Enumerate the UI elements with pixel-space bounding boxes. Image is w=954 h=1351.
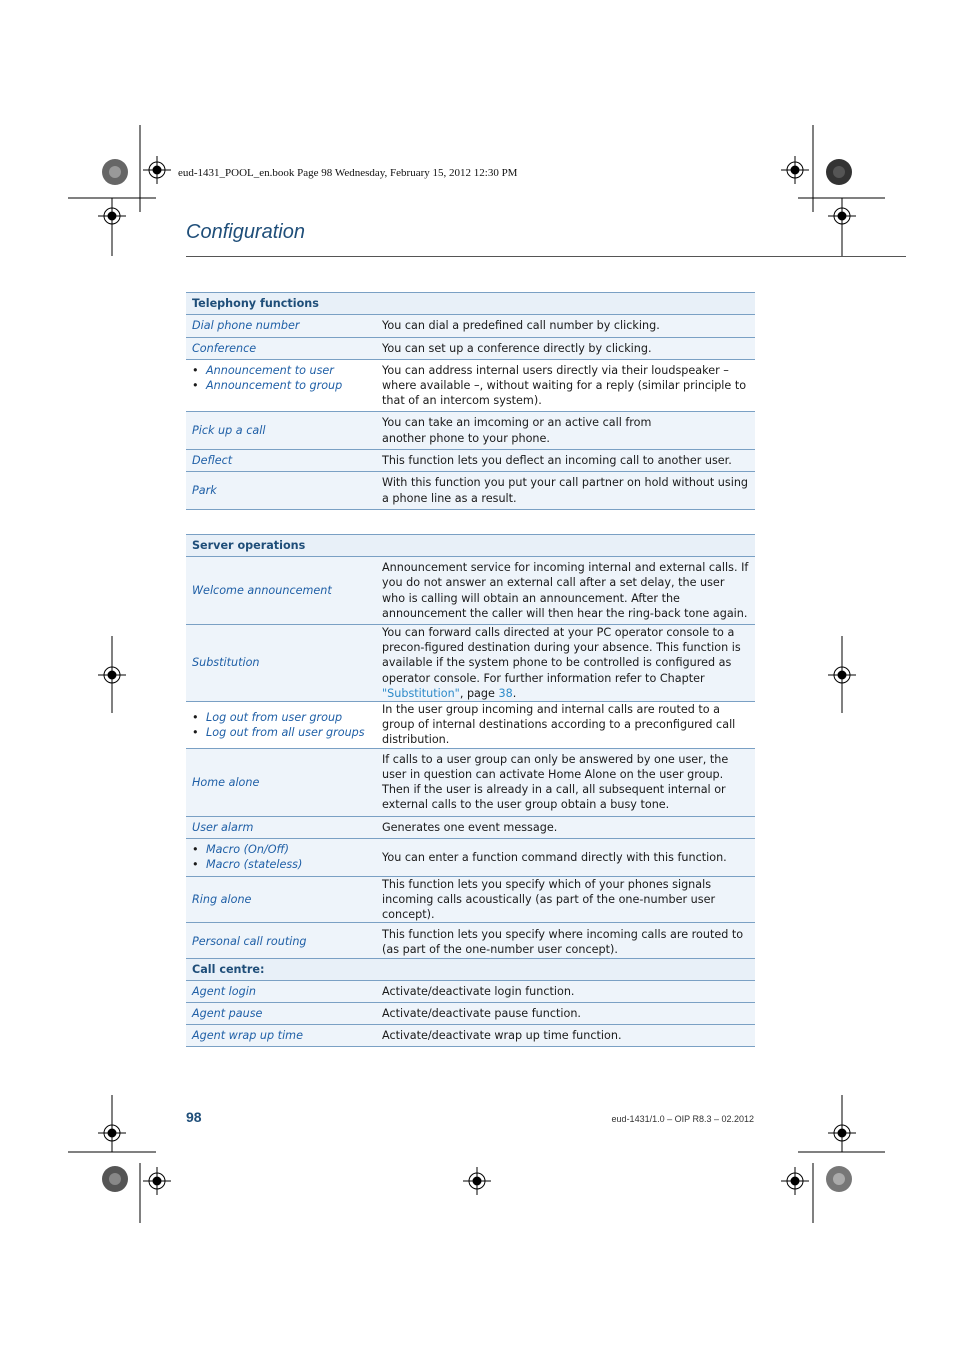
function-name-list <box>186 702 376 749</box>
table-header: Server operations <box>186 535 755 557</box>
page-number: 98 <box>186 1109 202 1125</box>
table-header: Call centre: <box>186 959 755 981</box>
function-name-list <box>186 360 376 412</box>
list-item: • Log out from all user groups <box>192 725 370 740</box>
table-row <box>186 338 755 360</box>
list-item: • Log out from user group <box>192 710 370 725</box>
book-info: eud-1431_POOL_en.book Page 98 Wednesday, February 15, 2012 12:30 PM <box>178 167 518 179</box>
table-row <box>186 748 755 816</box>
table-row <box>186 923 755 961</box>
table-row <box>186 981 755 1003</box>
function-description: Activate/deactivate wrap up time function. <box>376 1025 755 1047</box>
function-description: You can set up a conference directly by clicking. <box>376 338 755 360</box>
function-description <box>376 625 755 702</box>
function-name: Pick up a call <box>186 412 376 450</box>
description-line: You can take an imcoming or an active call from <box>382 416 652 430</box>
server-operations-table <box>186 534 755 961</box>
function-name: Agent pause <box>186 1003 376 1025</box>
table-row <box>186 450 755 472</box>
function-name: Agent login <box>186 981 376 1003</box>
function-name: Conference <box>186 338 376 360</box>
function-name: Personal call routing <box>186 923 376 961</box>
function-description: Announcement service for incoming internal and external calls. If you do not answer an external call after a set delay, the user who is calling will obtain an announcement. After the announcement the caller will then hear the ring-back tone again. <box>376 557 755 625</box>
function-name: Deflect <box>186 450 376 472</box>
page-title: Configuration <box>186 221 305 243</box>
function-description: This function lets you deflect an incoming call to another user. <box>376 450 755 472</box>
function-description: Activate/deactivate login function. <box>376 981 755 1003</box>
function-description: You can dial a predefined call number by clicking. <box>376 315 755 338</box>
function-name: Agent wrap up time <box>186 1025 376 1047</box>
chapter-link[interactable]: "Substitution" <box>382 686 460 700</box>
function-name: Park <box>186 472 376 510</box>
function-description: In the user group incoming and internal calls are routed to a group of internal destinations according to a preconfigured call distribution. <box>376 702 755 749</box>
function-name-list <box>186 838 376 876</box>
function-name: Ring alone <box>186 876 376 923</box>
function-name: User alarm <box>186 816 376 838</box>
table-row <box>186 816 755 838</box>
list-item: • Announcement to user <box>192 363 370 378</box>
table-row <box>186 557 755 625</box>
table-row <box>186 1003 755 1025</box>
description-line: another phone to your phone. <box>382 431 550 445</box>
title-divider <box>186 256 906 257</box>
table-row <box>186 876 755 923</box>
function-description: Generates one event message. <box>376 816 755 838</box>
footer-version: eud-1431/1.0 – OIP R8.3 – 02.2012 <box>611 1114 754 1124</box>
table-header: Telephony functions <box>186 293 755 315</box>
function-description: With this function you put your call partner on hold without using a phone line as a result. <box>376 472 755 510</box>
description-text: You can forward calls directed at your PC operator console to a precon-figured destination during your absence. This function is available if the system phone to be controlled is configured as operator console. For further information refer to Chapter <box>382 626 741 685</box>
table-row <box>186 625 755 702</box>
function-description: You can enter a function command directly with this function. <box>376 838 755 876</box>
list-item: • Announcement to group <box>192 378 370 393</box>
function-name: Welcome announcement <box>186 557 376 625</box>
telephony-functions-table <box>186 292 755 510</box>
table-row <box>186 702 755 749</box>
function-name: Dial phone number <box>186 315 376 338</box>
list-item: • Macro (stateless) <box>192 857 370 872</box>
function-description: This function lets you specify which of your phones signals incoming calls acoustically (as part of the one-number user concept). <box>376 876 755 923</box>
description-text: , page <box>459 686 499 700</box>
call-centre-table <box>186 958 755 1047</box>
function-description <box>376 412 755 450</box>
table-row <box>186 315 755 338</box>
table-row <box>186 472 755 510</box>
function-description: If calls to a user group can only be answered by one user, the user in question can activate Home Alone on the user group. Then if the user is already in a call, all subsequent internal or external calls to the user group obtain a busy tone. <box>376 748 755 816</box>
table-row <box>186 412 755 450</box>
table-row <box>186 1025 755 1047</box>
function-name: Substitution <box>186 625 376 702</box>
page-link[interactable]: 38 <box>498 686 513 700</box>
table-row <box>186 838 755 876</box>
function-name: Home alone <box>186 748 376 816</box>
list-item: • Macro (On/Off) <box>192 842 370 857</box>
function-description: This function lets you specify where incoming calls are routed to (as part of the one-number user concept). <box>376 923 755 961</box>
function-description: You can address internal users directly via their loudspeaker – where available –, without waiting for a reply (similar principle to that of an intercom system). <box>376 360 755 412</box>
table-row <box>186 360 755 412</box>
function-description: Activate/deactivate pause function. <box>376 1003 755 1025</box>
description-text: . <box>512 686 517 700</box>
